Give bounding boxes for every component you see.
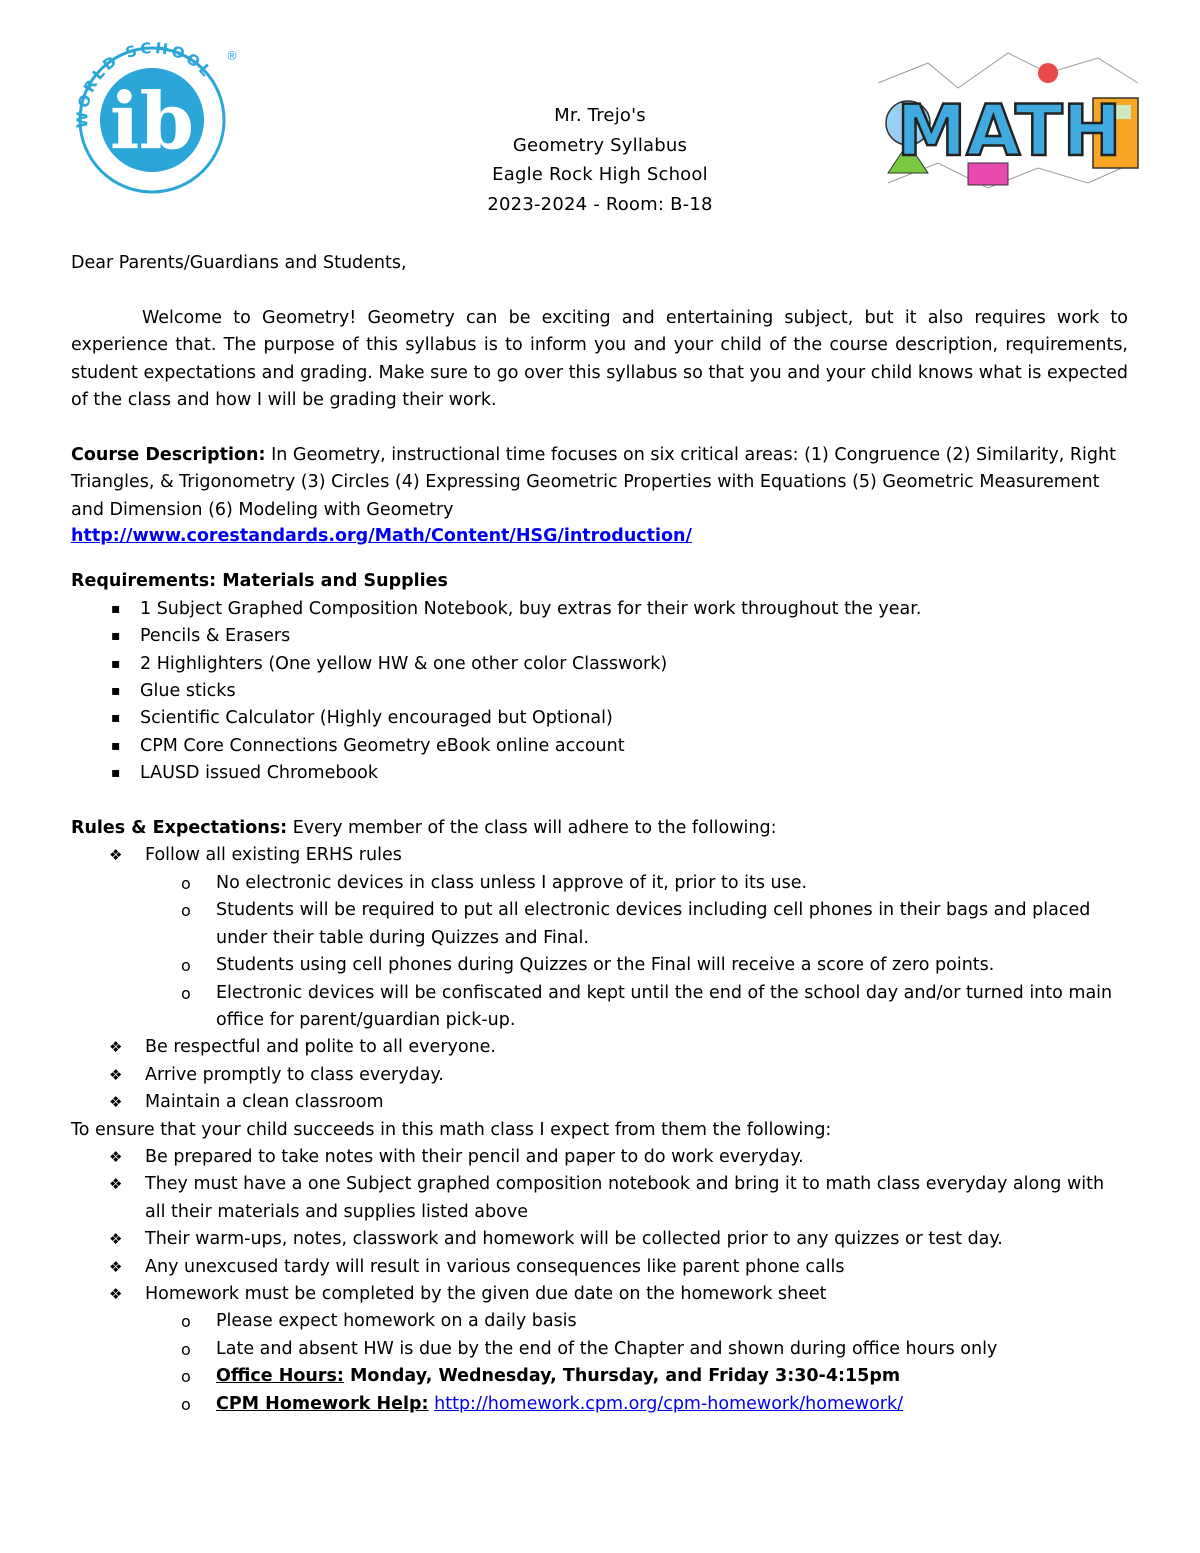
rules-sublist: [145, 870, 1128, 1034]
logo-registered-mark: ®: [226, 49, 238, 63]
rules-intro: Rules & Expectations: Every member of the class will adhere to the following:: [71, 818, 777, 839]
list-item: ❖ Follow all existing ERHS rules o No electronic devices in class unless I approve of it, prior to its use. o Students will be required to put all electronic devices including cell phones in their bags and placed under their table during Quizzes and Final. o Students using cell phones during Quizzes or the Final will receive a score of zero points. o Electronic devices will be confiscated and kept until the end of the school day and/or turned into main office for parent/guardian pick-up.: [71, 842, 1128, 1034]
expectations-list: [71, 1144, 1128, 1418]
list-item: o Students will be required to put all electronic devices including cell phones in their bags and placed under their table during Quizzes and Final.: [145, 897, 1128, 952]
list-item: ❖ Maintain a clean classroom: [71, 1089, 1128, 1116]
teacher-name: Mr. Trejo's: [554, 105, 646, 126]
list-item: o Please expect homework on a daily basis: [145, 1308, 1128, 1335]
corestandards-link[interactable]: http://www.corestandards.org/Math/Content/HSG/introduction/: [71, 526, 692, 547]
list-item: o Students using cell phones during Quizzes or the Final will receive a score of zero points.: [145, 952, 1128, 979]
list-item: ❖ Their warm-ups, notes, classwork and homework will be collected prior to any quizzes or test day.: [71, 1226, 1128, 1253]
list-item: ❖ They must have a one Subject graphed composition notebook and bring it to math class everyday along with all their materials and supplies listed above: [71, 1171, 1128, 1226]
syllabus-header: [400, 101, 800, 219]
cpm-homework-help: o CPM Homework Help: http://homework.cpm.org/cpm-homework/homework/: [145, 1391, 1128, 1418]
list-item: ❖ Any unexcused tardy will result in various consequences like parent phone calls: [71, 1254, 1128, 1281]
logo-ib-mark: ib: [109, 76, 195, 167]
list-item: ❖ Homework must be completed by the given due date on the homework sheet o Please expect homework on a daily basis o Late and absent HW is due by the end of the Chapter and shown during office hours only o Office Hours: Monday, Wednesday, Thursday, and Friday 3:30-4:15pm o CPM Homework Help: http://homework.cpm.org/cpm-homework/homework/: [71, 1281, 1128, 1418]
cpm-homework-link[interactable]: http://homework.cpm.org/cpm-homework/homework/: [434, 1393, 904, 1414]
list-item: ▪ Scientific Calculator (Highly encouraged but Optional): [71, 705, 1128, 732]
expectations-intro: To ensure that your child succeeds in this math class I expect from them the following:: [71, 1119, 832, 1140]
list-item: ▪ LAUSD issued Chromebook: [71, 760, 1128, 787]
course-description: [71, 442, 1128, 524]
list-item: ▪ 2 Highlighters (One yellow HW & one other color Classwork): [71, 651, 1128, 678]
homework-sublist: [145, 1308, 1128, 1418]
course-title: Geometry Syllabus: [512, 134, 688, 156]
list-item: o No electronic devices in class unless I approve of it, prior to its use.: [145, 870, 1128, 897]
list-item: o Electronic devices will be confiscated and kept until the end of the school day and/or turned into main office for parent/guardian pick-up.: [145, 980, 1128, 1035]
list-item: ❖ Be respectful and polite to all everyone.: [71, 1034, 1128, 1061]
course-description-text: In Geometry, instructional time focuses on six critical areas: (1) Congruence (2) Similarity, Right Triangles, & Trigonometry (3) Circles (4) Expressing Geometric Properties with Equations (5) Geometric Measurement and Dimension (6) Modeling with Geometry: [71, 444, 1116, 520]
intro-paragraph: Welcome to Geometry! Geometry can be exciting and entertaining subject, but it also requires work to experience that. The purpose of this syllabus is to inform you and your child of the course description, requirements, student expectations and grading. Make sure to go over this syllabus so that you and your child knows what is expected of the class and how I will be grading their work.: [71, 307, 1128, 411]
course-description-label: Course Description:: [71, 444, 266, 465]
math-word: MATH: [896, 90, 1122, 172]
math-clipart-image: [868, 43, 1150, 198]
requirements-heading: Requirements: Materials and Supplies: [71, 571, 448, 592]
list-item: ▪ 1 Subject Graphed Composition Notebook, buy extras for their work throughout the year.: [71, 596, 1128, 623]
list-item: ❖ Arrive promptly to class everyday.: [71, 1062, 1128, 1089]
list-item: ▪ Glue sticks: [71, 678, 1128, 705]
office-hours: o Office Hours: Monday, Wednesday, Thursday, and Friday 3:30-4:15pm: [145, 1363, 1128, 1390]
list-item: ❖ Be prepared to take notes with their pencil and paper to do work everyday.: [71, 1144, 1128, 1171]
syllabus-body: [71, 250, 1128, 1418]
list-item: o Late and absent HW is due by the end of the Chapter and shown during office hours only: [145, 1336, 1128, 1363]
ib-world-school-logo: [66, 30, 238, 202]
list-item: ▪ CPM Core Connections Geometry eBook online account: [71, 733, 1128, 760]
list-item: ▪ Pencils & Erasers: [71, 623, 1128, 650]
requirements-list: [71, 596, 1128, 788]
logo-arc-text: WORLD SCHOOL: [73, 38, 217, 129]
rules-list: [71, 842, 1128, 1116]
salutation: Dear Parents/Guardians and Students,: [71, 253, 407, 273]
year-room: 2023-2024 - Room: B-18: [487, 193, 713, 215]
rules-label: Rules & Expectations:: [71, 818, 288, 839]
school-name: Eagle Rock High School: [492, 164, 708, 185]
